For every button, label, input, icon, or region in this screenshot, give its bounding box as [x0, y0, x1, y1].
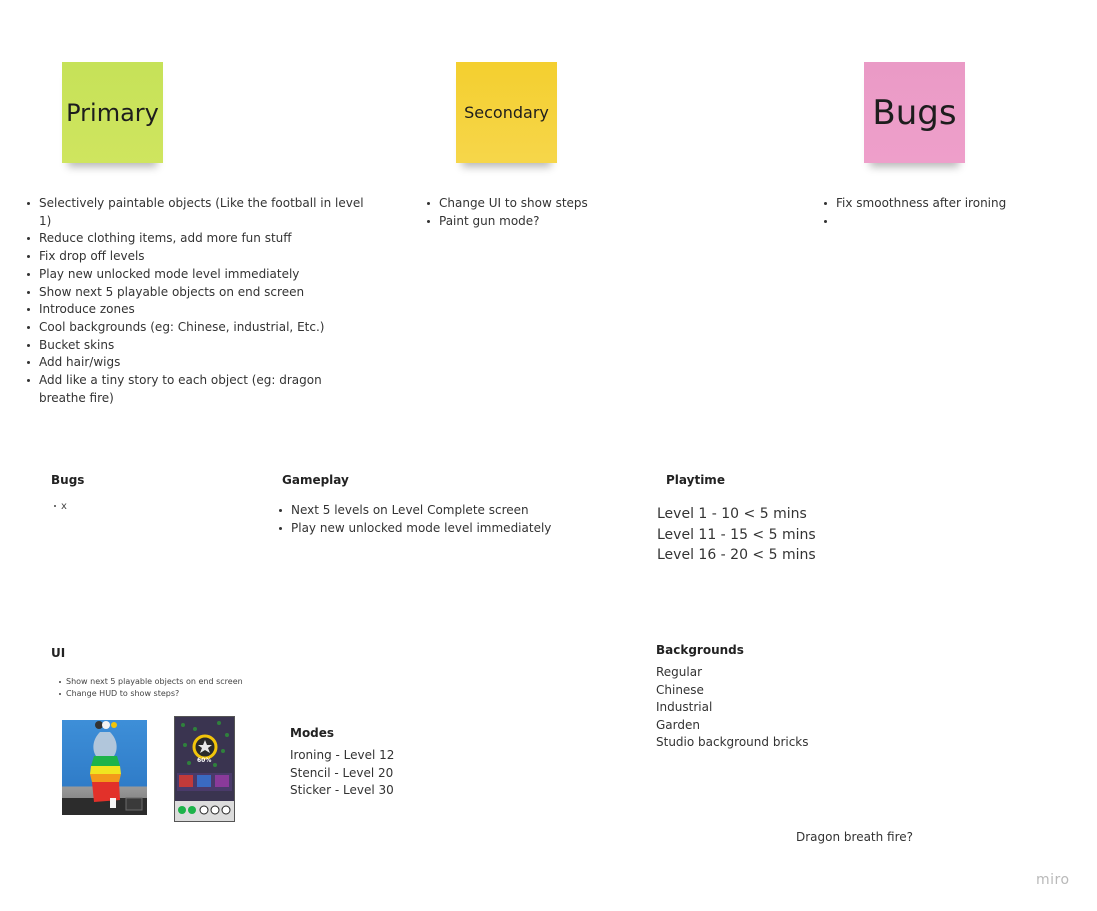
mode-line: Stencil - Level 20 — [290, 765, 394, 780]
list-item: Introduce zones — [39, 301, 369, 319]
list-item: Play new unlocked mode level immediately — [291, 520, 591, 538]
modes-heading[interactable]: Modes — [290, 726, 335, 740]
list-item: Paint gun mode? — [439, 213, 679, 231]
background-line: Chinese — [656, 682, 704, 697]
game-screenshot-paint-object[interactable] — [62, 720, 147, 815]
list-item — [836, 213, 1076, 230]
list-item: Fix drop off levels — [39, 248, 369, 266]
paint-object-illustration — [62, 720, 147, 815]
list-item: x — [61, 501, 67, 512]
background-line: Regular — [656, 665, 703, 679]
background-line: Industrial — [656, 700, 713, 715]
sticky-note-text: Primary — [66, 98, 159, 127]
playtime-lines[interactable] — [657, 504, 816, 566]
dragon-note-text[interactable]: Dragon breath fire? — [796, 830, 914, 844]
backgrounds-heading[interactable]: Backgrounds — [656, 643, 744, 657]
sticky-note-secondary[interactable] — [456, 62, 557, 163]
mode-line: Sticker - Level 30 — [290, 783, 394, 797]
sticky-note-bugs[interactable] — [864, 62, 965, 163]
playtime-line: Level 1 - 10 < 5 mins — [657, 506, 807, 522]
gameplay-list[interactable] — [277, 502, 591, 537]
sticky-note-text: Bugs — [872, 92, 957, 133]
list-item: Change HUD to show steps? — [66, 688, 266, 700]
modes-lines[interactable] — [290, 747, 394, 800]
playtime-line: Level 11 - 15 < 5 mins — [657, 526, 816, 543]
list-item: Reduce clothing items, add more fun stuff — [39, 230, 369, 248]
list-item: Fix smoothness after ironing — [836, 195, 1076, 213]
progress-screen-illustration — [175, 717, 234, 821]
bugs-section-list[interactable] — [51, 500, 67, 514]
list-item: Show next 5 playable objects on end screen — [39, 284, 369, 302]
backgrounds-lines[interactable] — [656, 664, 809, 752]
list-item: Add like a tiny story to each object (eg: dragon breathe fire) — [39, 372, 369, 407]
list-item: Change UI to show steps — [439, 195, 679, 213]
list-item: Bucket skins — [39, 337, 369, 355]
game-screenshot-progress[interactable] — [174, 716, 235, 822]
playtime-line: Level 16 - 20 < 5 mins — [657, 547, 816, 563]
secondary-text-block[interactable] — [425, 195, 679, 230]
playtime-heading[interactable]: Playtime — [666, 473, 725, 487]
mode-line: Ironing - Level 12 — [290, 748, 395, 762]
progress-percent-label: 60% — [197, 757, 212, 764]
sticky-note-primary[interactable] — [62, 62, 163, 163]
list-item: Add hair/wigs — [39, 354, 369, 372]
list-item: Selectively paintable objects (Like the football in level 1) — [39, 195, 369, 230]
bugs-heading[interactable]: Bugs — [51, 473, 85, 487]
miro-watermark: miro — [1036, 872, 1070, 888]
background-line: Garden — [656, 717, 700, 732]
list-item: Cool backgrounds (eg: Chinese, industrial, Etc.) — [39, 319, 369, 337]
list-item: Show next 5 playable objects on end screen — [66, 676, 266, 688]
sticky-note-text: Secondary — [464, 103, 549, 122]
ui-heading[interactable]: UI — [51, 646, 66, 660]
ui-list[interactable] — [56, 676, 266, 700]
background-line: Studio background bricks — [656, 735, 809, 750]
list-item: Play new unlocked mode level immediately — [39, 266, 369, 284]
gameplay-heading[interactable]: Gameplay — [282, 473, 349, 487]
primary-text-block[interactable] — [25, 195, 369, 407]
list-item: Next 5 levels on Level Complete screen — [291, 502, 591, 520]
bugs-text-block[interactable] — [822, 195, 1076, 230]
